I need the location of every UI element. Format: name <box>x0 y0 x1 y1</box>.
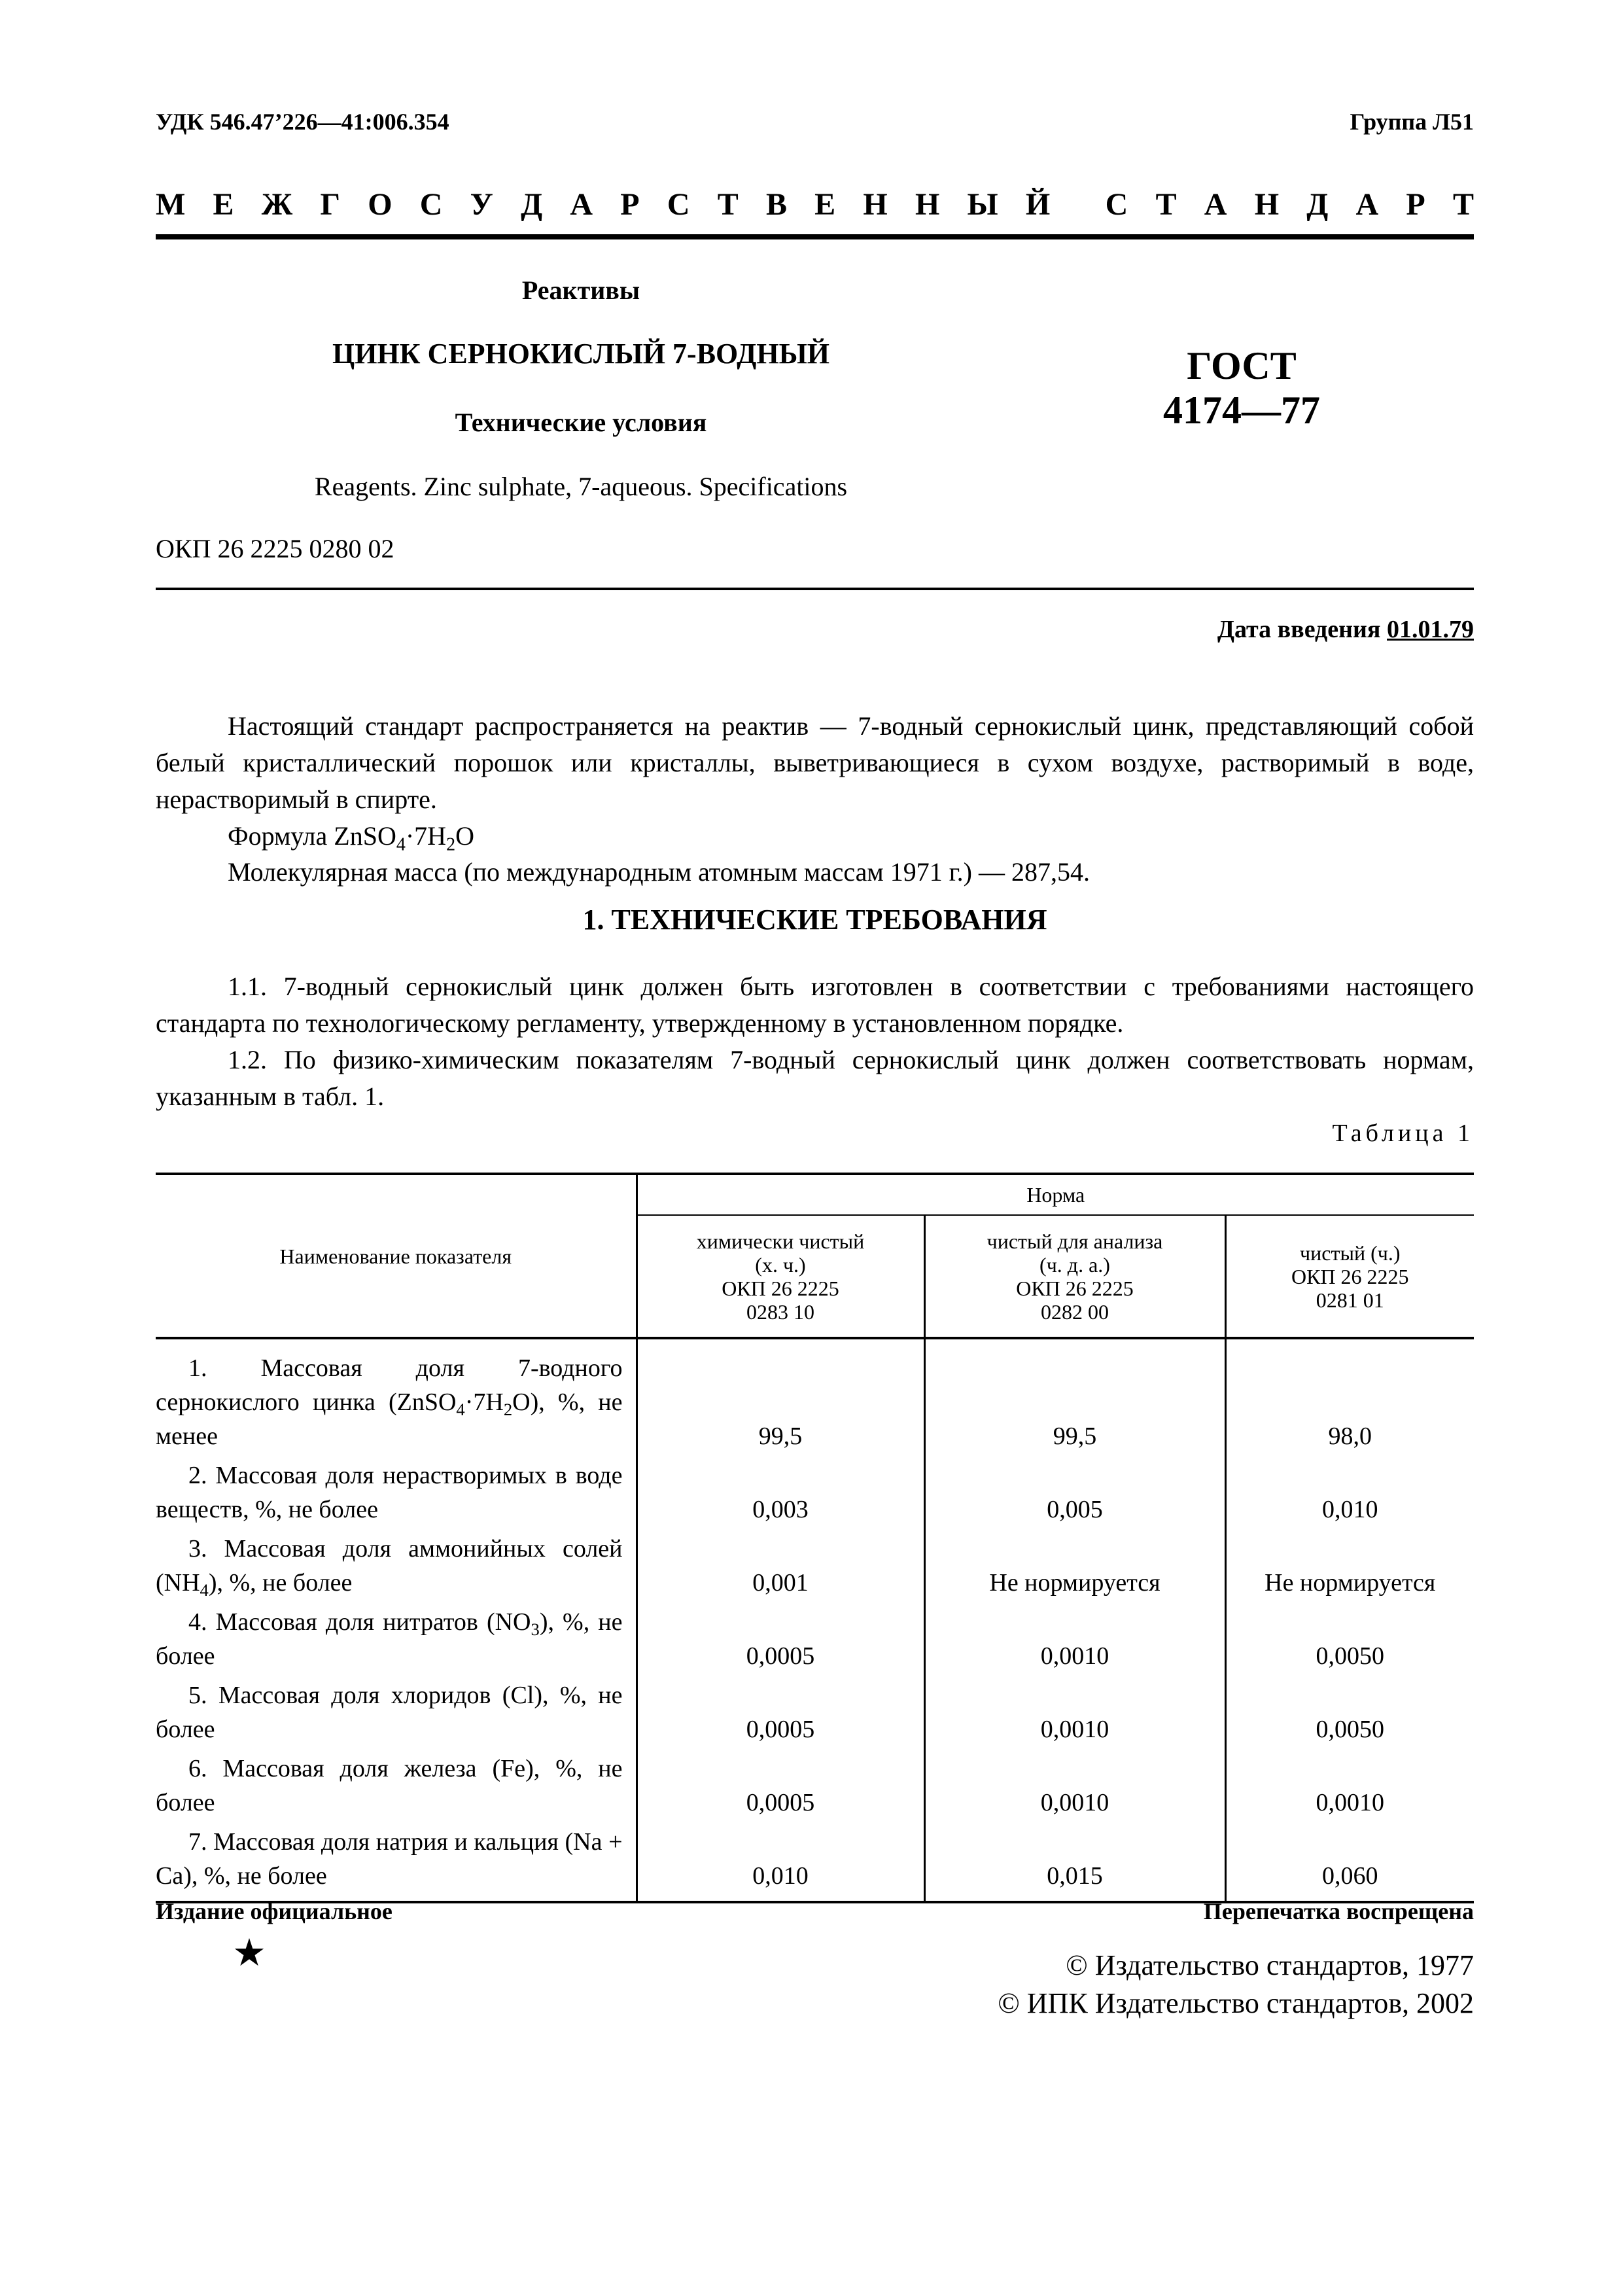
paragraph-1-2: 1.2. По физико-химическим показателям 7-водный сернокислый цинк должен соответствовать нормам, указанным в табл. 1. <box>156 1045 1474 1111</box>
okp-code: ОКП 26 2225 0280 02 <box>156 534 394 563</box>
cell-value: 0,0005 <box>637 1746 924 1820</box>
title-rule <box>156 588 1474 590</box>
heading-letter: Е <box>213 187 234 222</box>
heading-letter: Д <box>521 187 543 222</box>
heading-letter: Р <box>620 187 640 222</box>
table-row <box>156 1820 1474 1902</box>
heading-letter: Н <box>915 187 940 222</box>
cell-value: 98,0 <box>1225 1338 1474 1453</box>
intro-paragraph: Настоящий стандарт распространяется на реактив — 7-водный сернокислый цинк, представляющий собой белый кристаллический порошок или кристаллы, выветривающиеся в сухом воздухе, растворимый в воде, нерастворимый в спирте. <box>156 711 1474 814</box>
heading-letter: А <box>1204 187 1227 222</box>
paragraph-1-1: 1.1. 7-водный сернокислый цинк должен быть изготовлен в соответствии с требованиями настоящего стандарта по технологическому регламенту, утвержденному в установленном порядке. <box>156 972 1474 1038</box>
cell-value: 0,0010 <box>924 1673 1225 1746</box>
english-title: Reagents. Zinc sulphate, 7-aqueous. Specifications <box>314 472 848 501</box>
copyright-2002: © ИПК Издательство стандартов, 2002 <box>998 1987 1474 2019</box>
cell-value: 99,5 <box>637 1338 924 1453</box>
document-subtitle: Технические условия <box>455 408 707 437</box>
heading-letter: Т <box>1155 187 1177 222</box>
udk-code: УДК 546.47’226—41:006.354 <box>156 109 449 135</box>
heading-letter: У <box>470 187 493 222</box>
row-name: 4. Массовая доля нитратов $(NO_3)$, %, не более <box>156 1608 623 1670</box>
heading-letter: Т <box>717 187 739 222</box>
heading-letter: О <box>368 187 393 222</box>
heading-letter: Н <box>863 187 888 222</box>
heading-letter: Р <box>1406 187 1425 222</box>
cell-value: 0,003 <box>637 1453 924 1527</box>
heading-letter: Ы <box>967 187 998 222</box>
star-icon: ★ <box>232 1932 266 1974</box>
table-row <box>156 1746 1474 1820</box>
heading-letter: С <box>1105 187 1128 222</box>
cell-value: 0,0050 <box>1225 1600 1474 1673</box>
header-rule <box>156 234 1474 239</box>
heading-letter: А <box>1355 187 1379 222</box>
heading-letter: Е <box>814 187 836 222</box>
formula-label: Формула <box>228 821 328 851</box>
formula: $ZnSO_4\cdot 7H_2O$ <box>334 821 474 855</box>
table-row <box>156 1453 1474 1527</box>
group-code: Группа Л51 <box>1350 109 1474 135</box>
formula-line <box>228 818 474 855</box>
cell-value: 0,060 <box>1225 1820 1474 1902</box>
header-col-pure: чистый (ч.) ОКП 26 2225 0281 01 <box>1225 1215 1474 1338</box>
document-title: ЦИНК СЕРНОКИСЛЫЙ 7-ВОДНЫЙ <box>332 338 829 370</box>
intro-date-label: Дата введения <box>1217 616 1381 643</box>
table-row <box>156 1338 1474 1453</box>
copyright-1977: © Издательство стандартов, 1977 <box>1066 1949 1474 1981</box>
heading-letter: В <box>765 187 787 222</box>
cell-value: 99,5 <box>924 1338 1225 1453</box>
header-col-analytical: чистый для анализа (ч. д. а.) ОКП 26 2225 0282 00 <box>924 1215 1225 1338</box>
cell-value: Не нормируется <box>1225 1527 1474 1600</box>
cell-value: 0,001 <box>637 1527 924 1600</box>
heading-letter: Н <box>1254 187 1280 222</box>
official-edition: Издание официальное <box>156 1898 393 1924</box>
cell-value: Не нормируется <box>924 1527 1225 1600</box>
cell-value: 0,010 <box>1225 1453 1474 1527</box>
interstate-standard-heading <box>156 186 1474 222</box>
gost-code: 4174—77 <box>1163 389 1320 432</box>
heading-letter: Д <box>1306 187 1329 222</box>
header-col-chemically-pure: химически чистый (х. ч.) ОКП 26 2225 0283 10 <box>637 1215 924 1338</box>
molar-mass: Молекулярная масса (по международным атомным массам 1971 г.) — 287,54. <box>228 857 1090 887</box>
heading-letter: С <box>419 187 443 222</box>
heading-letter: Г <box>320 187 340 222</box>
row-name: 3. Массовая доля аммонийных солей $(NH_4)$, %, не более <box>156 1535 623 1600</box>
heading-letter: Ж <box>261 187 293 222</box>
heading-letter: М <box>156 187 186 222</box>
intro-date-value: 01.01.79 <box>1387 616 1474 643</box>
cell-value: 0,0005 <box>637 1673 924 1746</box>
heading-letter: Й <box>1025 187 1051 222</box>
reprint-notice: Перепечатка воспрещена <box>1203 1898 1474 1924</box>
table-caption: Таблица 1 <box>1332 1120 1474 1147</box>
cell-value: 0,0010 <box>924 1600 1225 1673</box>
table-row <box>156 1600 1474 1673</box>
header-norm: Норма <box>637 1174 1474 1215</box>
cell-value: 0,015 <box>924 1820 1225 1902</box>
cell-value: 0,010 <box>637 1820 924 1902</box>
header-name: Наименование показателя <box>156 1174 637 1338</box>
category-title: Реактивы <box>521 275 640 305</box>
table-row <box>156 1527 1474 1600</box>
section-title: 1. ТЕХНИЧЕСКИЕ ТРЕБОВАНИЯ <box>582 904 1047 936</box>
gost-number <box>1072 344 1412 433</box>
cell-value: 0,0010 <box>1225 1746 1474 1820</box>
row-name: 7. Массовая доля натрия и кальция (Na + Ca), %, не более <box>156 1820 637 1902</box>
cell-value: 0,0010 <box>924 1746 1225 1820</box>
row-name: 6. Массовая доля железа (Fe), %, не более <box>156 1755 623 1816</box>
heading-letter: А <box>570 187 593 222</box>
row-name: 2. Массовая доля нерастворимых в воде веществ, %, не более <box>156 1462 623 1523</box>
cell-value: 0,0005 <box>637 1600 924 1673</box>
table-header-row <box>156 1174 1474 1215</box>
table-row <box>156 1673 1474 1746</box>
row-name: 5. Массовая доля хлоридов (Cl), %, не более <box>156 1682 623 1743</box>
gost-label: ГОСТ <box>1187 344 1297 387</box>
specification-table <box>156 1173 1474 1903</box>
intro-date <box>1217 615 1474 644</box>
row-name: 1. Массовая доля 7-водного сернокислого цинка $(ZnSO_4\cdot 7H_2O)$, %, не менее <box>156 1354 623 1450</box>
cell-value: 0,0050 <box>1225 1673 1474 1746</box>
cell-value: 0,005 <box>924 1453 1225 1527</box>
heading-letter: Т <box>1452 187 1474 222</box>
heading-letter: С <box>667 187 690 222</box>
